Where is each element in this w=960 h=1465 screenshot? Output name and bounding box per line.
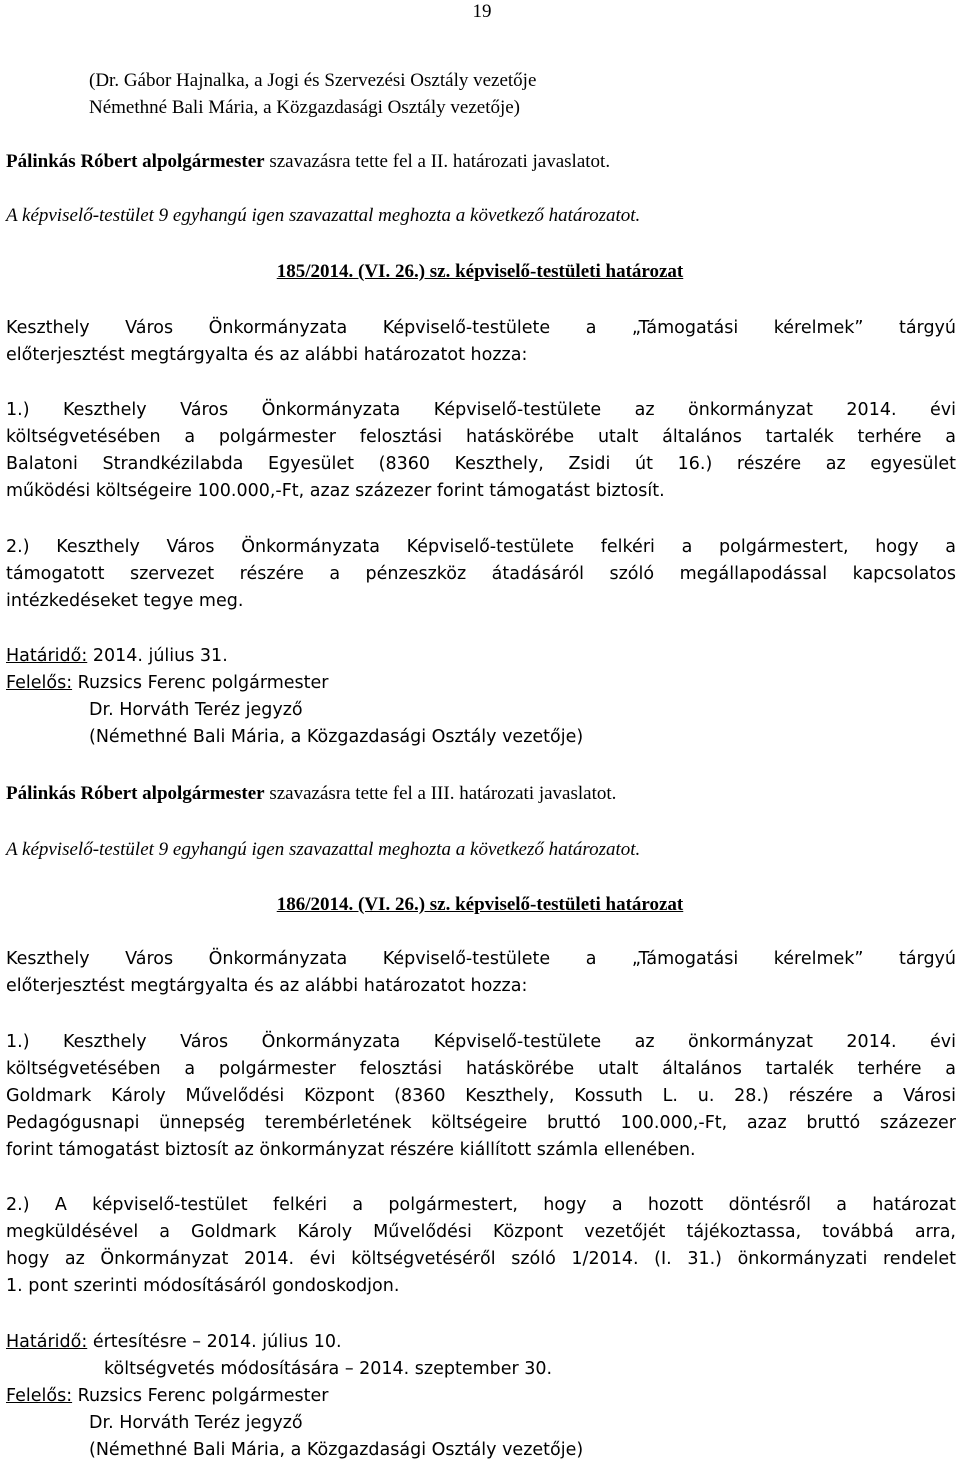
responsible-department: (Némethné Bali Mária, a Közgazdasági Osztály vezetője) (89, 727, 584, 747)
vote-announcement-2 (6, 780, 616, 807)
resolution-point-1-line-4: működési költségeire 100.000,-Ft, azaz százezer forint támogatást biztosít. (6, 481, 665, 501)
resolution-point-1-line-1: 1.) Keszthely Város Önkormányzata Képviselő-testülete az önkormányzat 2014. évi (6, 400, 956, 420)
deadline-value: 2014. július 31. (87, 646, 228, 666)
responsible-mayor: Ruzsics Ferenc polgármester (72, 1386, 329, 1406)
resolution-intro-line-2: előterjesztést megtárgyalta és az alábbi határozatot hozza: (6, 345, 528, 365)
responsible-label: Felelős: (6, 673, 73, 693)
deadline-line (6, 1329, 342, 1356)
responsible-notary: Dr. Horváth Teréz jegyző (89, 1413, 303, 1433)
resolution-point-2-line-2: támogatott szervezet részére a pénzeszköz átadásáról szóló megállapodással kapcsolatos (6, 564, 956, 584)
vote-speaker: Pálinkás Róbert alpolgármester (6, 151, 265, 172)
page-number: 19 (472, 1, 492, 22)
deadline-value: értesítésre – 2014. július 10. (87, 1332, 342, 1352)
resolution-point-2-line-4: 1. pont szerinti módosításáról gondoskodjon. (6, 1276, 400, 1296)
resolution-point-1-line-2: költségvetésében a polgármester felosztási hatáskörébe utalt általános tartalék terhére a (6, 427, 956, 447)
responsible-line (6, 670, 328, 697)
resolution-point-1-line-4: Pedagógusnapi ünnepség terembérletének költségeire bruttó 100.000,-Ft, azaz bruttó százezer (6, 1113, 956, 1133)
deadline-label: Határidő: (6, 1332, 88, 1352)
resolution-point-2-line-2: megküldésével a Goldmark Károly Művelődési Központ vezetőjét tájékoztassa, továbbá arra, (6, 1222, 956, 1242)
responsible-department: (Némethné Bali Mária, a Közgazdasági Osztály vezetője) (89, 1440, 584, 1460)
responsible-line (6, 1383, 328, 1410)
responsible-notary: Dr. Horváth Teréz jegyző (89, 700, 303, 720)
resolution-point-2-line-1: 2.) A képviselő-testület felkéri a polgármestert, hogy a hozott döntésről a határozat (6, 1195, 956, 1215)
vote-text: szavazásra tette fel a II. határozati javaslatot. (264, 151, 611, 172)
resolution-point-1-line-1: 1.) Keszthely Város Önkormányzata Képviselő-testülete az önkormányzat 2014. évi (6, 1032, 956, 1052)
resolution-point-1-line-2: költségvetésében a polgármester felosztási hatáskörébe utalt általános tartalék terhére a (6, 1059, 956, 1079)
resolution-point-2-line-3: hogy az Önkormányzat 2014. évi költségvetéséről szóló 1/2014. (I. 31.) önkormányzati rendelet (6, 1249, 956, 1269)
resolution-title-185: 185/2014. (VI. 26.) sz. képviselő-testületi határozat (276, 261, 684, 282)
attribution-line-1: (Dr. Gábor Hajnalka, a Jogi és Szervezési Osztály vezetője (89, 70, 537, 91)
vote-text: szavazásra tette fel a III. határozati javaslatot. (264, 783, 617, 804)
attribution-line-2: Némethné Bali Mária, a Közgazdasági Osztály vezetője) (89, 97, 521, 118)
resolution-point-2-line-1: 2.) Keszthely Város Önkormányzata Képviselő-testülete felkéri a polgármestert, hogy a (6, 537, 956, 557)
resolution-intro-line-2: előterjesztést megtárgyalta és az alábbi határozatot hozza: (6, 976, 528, 996)
vote-result: A képviselő-testület 9 egyhangú igen szavazattal meghozta a következő határozatot. (6, 205, 641, 226)
responsible-mayor: Ruzsics Ferenc polgármester (72, 673, 329, 693)
deadline-line (6, 643, 228, 670)
vote-announcement (6, 148, 610, 175)
resolution-point-1-line-3: Balatoni Strandkézilabda Egyesület (8360 Keszthely, Zsidi út 16.) részére az egyesület (6, 454, 956, 474)
resolution-title-186: 186/2014. (VI. 26.) sz. képviselő-testületi határozat (276, 894, 684, 915)
vote-result-2: A képviselő-testület 9 egyhangú igen szavazattal meghozta a következő határozatot. (6, 839, 641, 860)
resolution-intro-line-1: Keszthely Város Önkormányzata Képviselő-testülete a „Támogatási kérelmek” tárgyú (6, 949, 956, 969)
resolution-point-1-line-3: Goldmark Károly Művelődési Központ (8360 Keszthely, Kossuth L. u. 28.) részére a Városi (6, 1086, 956, 1106)
resolution-intro-line-1: Keszthely Város Önkormányzata Képviselő-testülete a „Támogatási kérelmek” tárgyú (6, 318, 956, 338)
responsible-label: Felelős: (6, 1386, 73, 1406)
deadline-value-2: költségvetés módosítására – 2014. szeptember 30. (104, 1359, 553, 1379)
resolution-point-1-line-5: forint támogatást biztosít az önkormányzat részére kiállított számla ellenében. (6, 1140, 696, 1160)
vote-speaker: Pálinkás Róbert alpolgármester (6, 783, 265, 804)
deadline-label: Határidő: (6, 646, 88, 666)
resolution-point-2-line-3: intézkedéseket tegye meg. (6, 591, 244, 611)
